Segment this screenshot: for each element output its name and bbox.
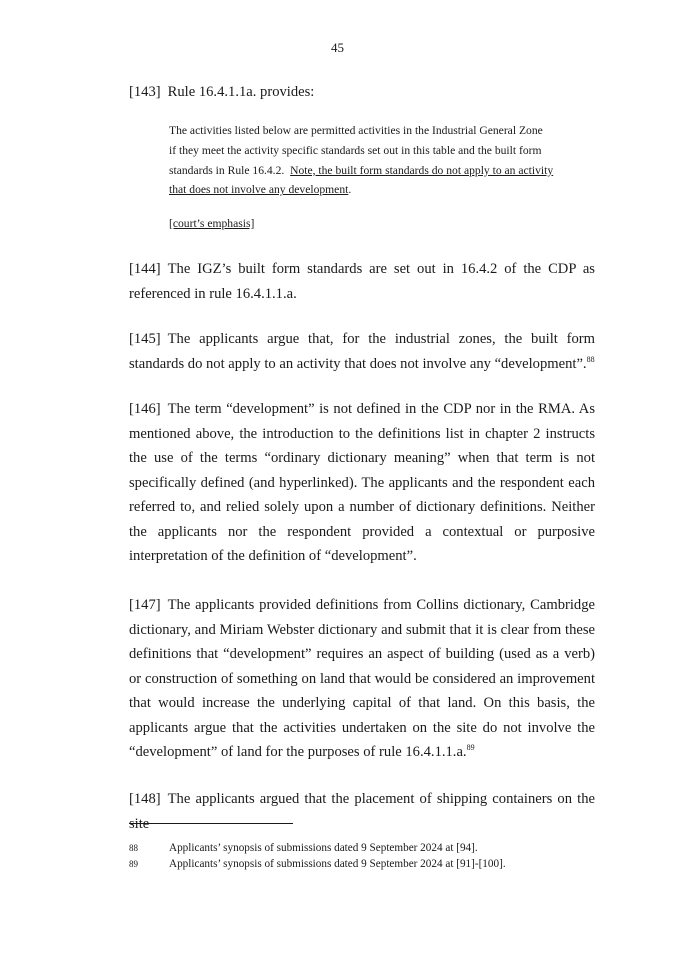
paragraph-147 <box>129 593 595 765</box>
quote-line: if they meet the activity specific standards set out in this table and the built form <box>169 143 542 157</box>
paragraph-number: [148] <box>129 791 161 807</box>
page-number: 45 <box>331 40 344 55</box>
footnote-88 <box>129 840 478 856</box>
quote-line: The activities listed below are permitted activities in the Industrial General Zone <box>169 124 543 137</box>
quote-text: standards in Rule 16.4.2. <box>169 163 291 177</box>
paragraph-number: [146] <box>129 401 161 417</box>
footnote-ref[interactable]: 88 <box>586 354 595 364</box>
footnote-text: Applicants’ synopsis of submissions dated 9 September 2024 at [91]-[100]. <box>169 858 506 870</box>
emphasis-note: [court’s emphasis] <box>169 217 255 230</box>
paragraph-text: Rule 16.4.1.1a. provides: <box>167 84 315 100</box>
quote-text: . <box>348 183 352 197</box>
quote-emphasis: that does not involve any development <box>169 183 349 197</box>
paragraph-text: The term “development” is not defined in the CDP nor in the RMA. As mentioned above, the introduction to the definitions list in chapter 2 instructs the use of the terms “ordinary dictionary meaning” when that term is not specifically defined (and hyperlinked). The applicants and the respondent each referred to, and relied solely upon a number of dictionary definitions. Neither the applicants nor the respondent provided a contextual or purposive interpretation of the definition of “development”. <box>129 401 595 564</box>
paragraph-number: [143] <box>129 84 161 100</box>
footnote-ref[interactable]: 89 <box>466 743 475 753</box>
paragraph-text: The IGZ’s built form standards are set out in 16.4.2 of the CDP as referenced in rule 16.4.1.1.a. <box>129 261 595 302</box>
block-quote <box>169 121 569 200</box>
footnote-number: 88 <box>129 843 138 853</box>
paragraph-145 <box>129 327 595 376</box>
paragraph-text: The applicants argue that, for the industrial zones, the built form standards do not apply to an activity that does not involve any “development”. <box>129 331 595 372</box>
quote-line <box>169 161 569 181</box>
paragraph-144 <box>129 257 595 306</box>
quote-line <box>169 180 569 200</box>
paragraph-148 <box>129 787 595 836</box>
footnote-text: Applicants’ synopsis of submissions dated 9 September 2024 at [94]. <box>169 842 478 854</box>
quote-emphasis: Note, the built form standards do not apply to an activity <box>290 163 554 177</box>
paragraph-number: [144] <box>129 261 161 277</box>
paragraph-146 <box>129 397 595 569</box>
footnote-divider <box>129 823 293 824</box>
paragraph-number: [145] <box>129 331 161 347</box>
paragraph-text: The applicants argued that the placement of shipping containers on the site <box>129 791 595 832</box>
footnote-number: 89 <box>129 859 138 869</box>
paragraph-number: [147] <box>129 597 161 613</box>
footnote-89 <box>129 856 506 872</box>
paragraph-text: The applicants provided definitions from Collins dictionary, Cambridge dictionary, and Miriam Webster dictionary and submit that it is clear from these definitions that “development” requires an aspect of building (used as a verb) or construction of something on land that would be considered an improvement that would increase the underlying capital of that land. On this basis, the applicants argue that the activities undertaken on the site do not involve the “development” of land for the purposes of rule 16.4.1.1.a. <box>129 597 595 760</box>
paragraph-143 <box>129 80 595 105</box>
